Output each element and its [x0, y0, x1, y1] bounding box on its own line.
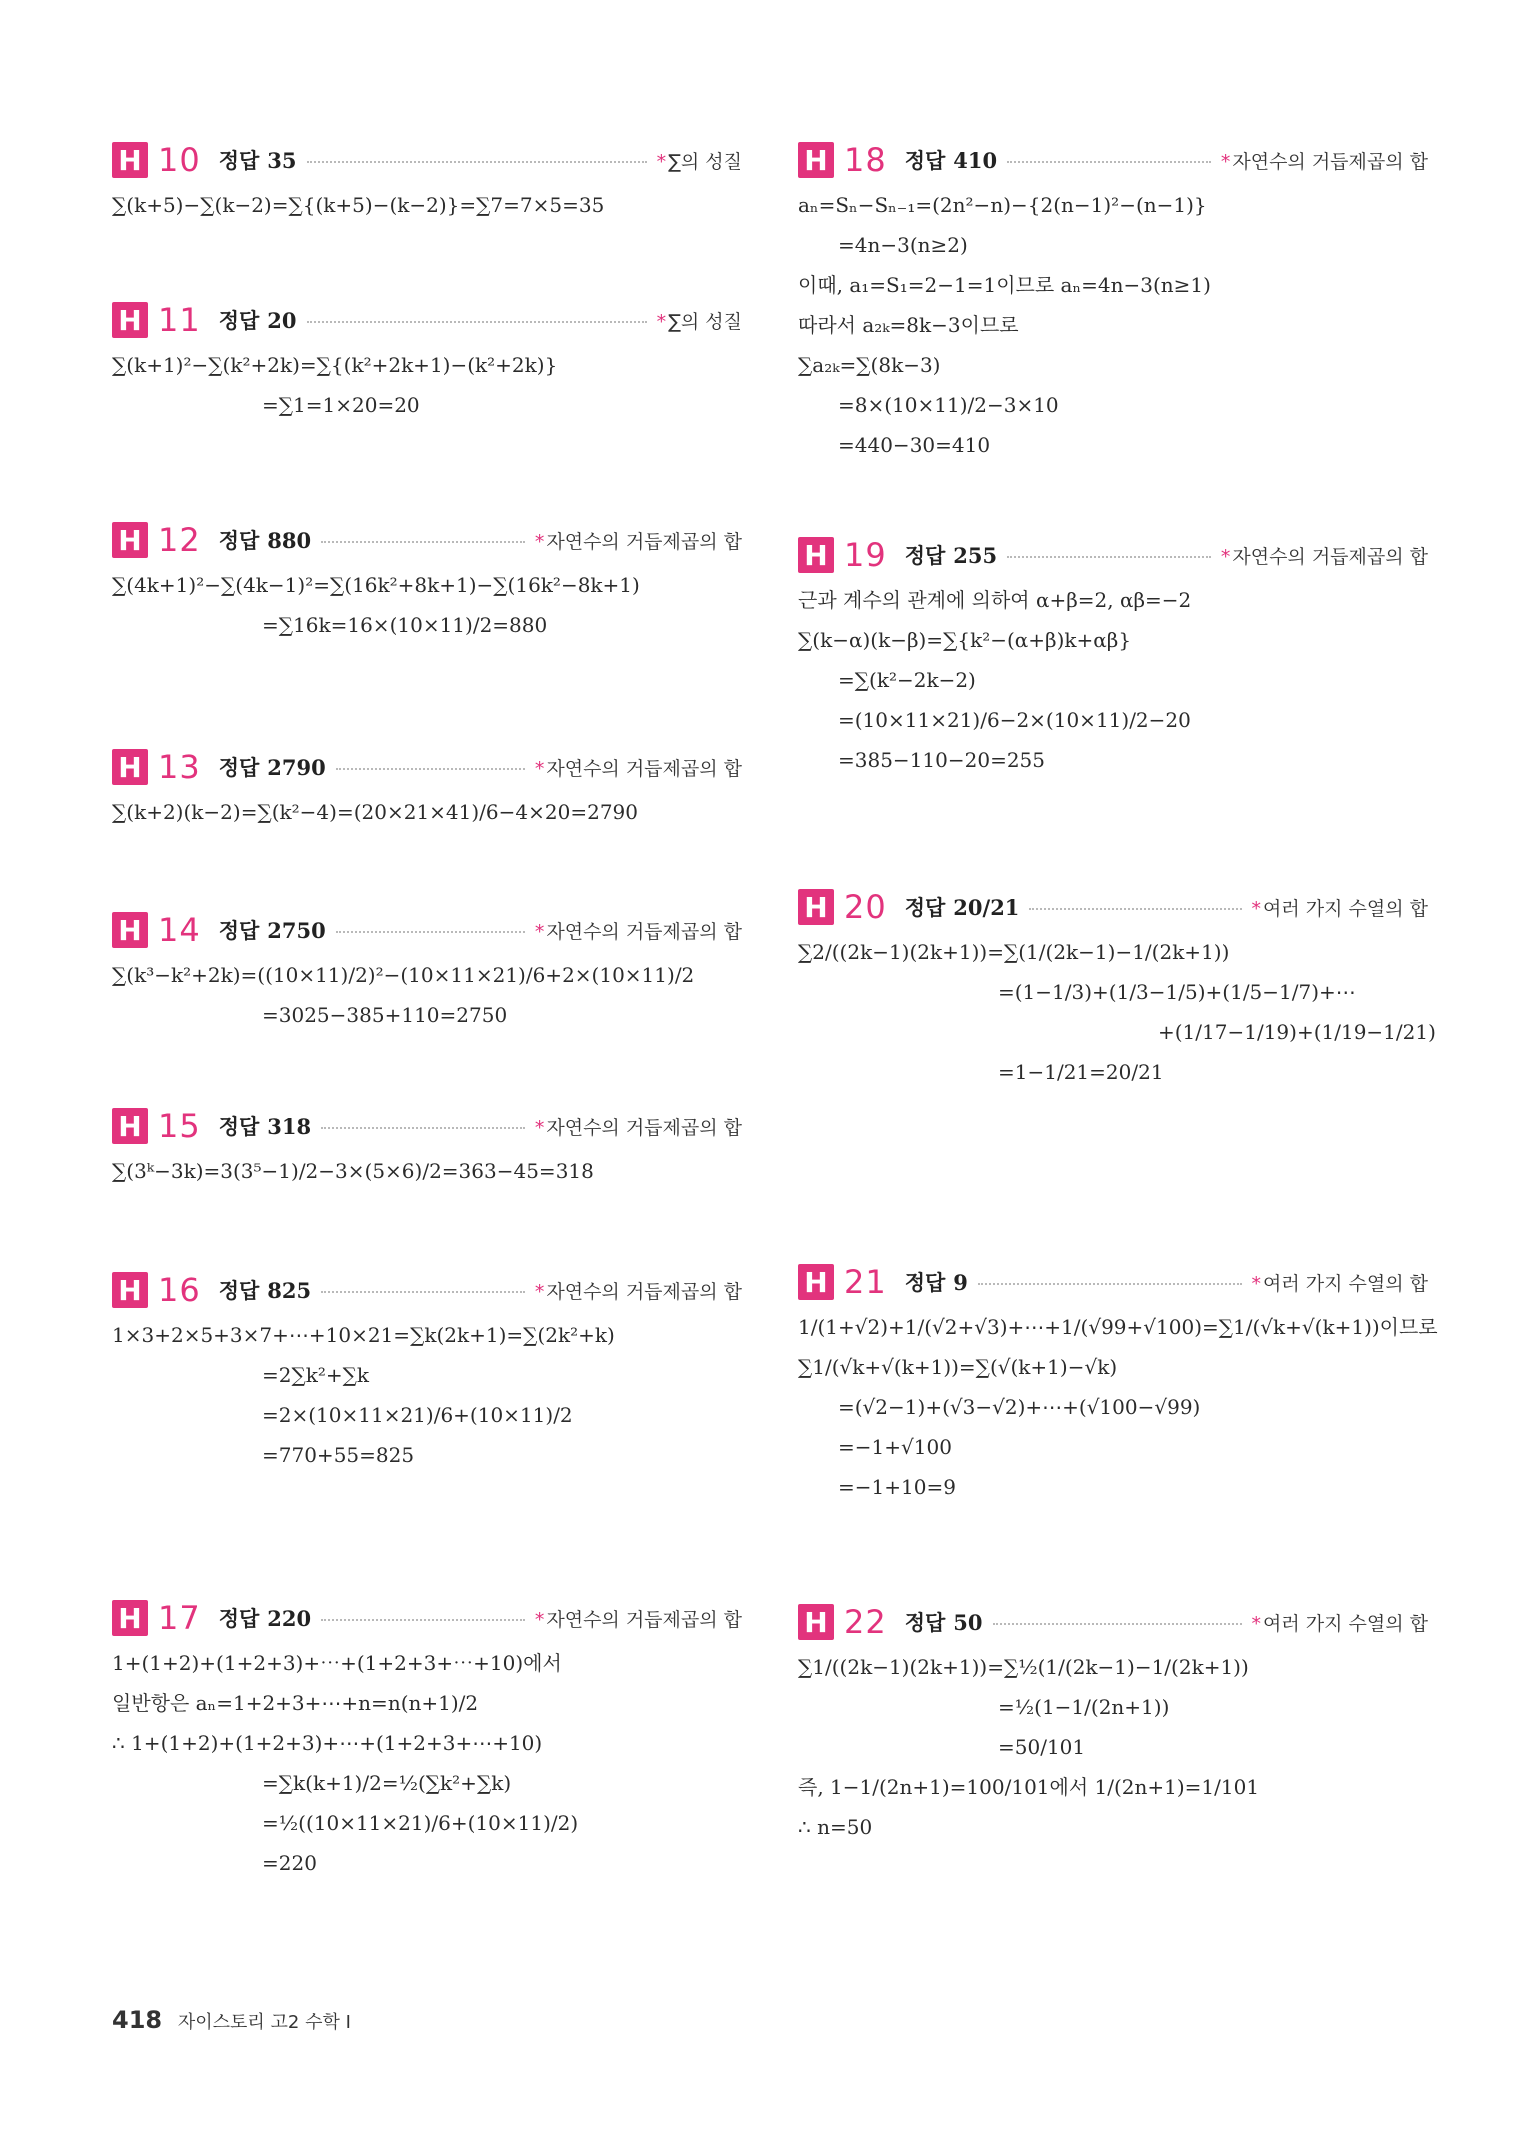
answer-label: 정답: [218, 1279, 260, 1303]
difficulty-badge: H: [798, 1604, 834, 1640]
star-icon: *: [656, 150, 667, 173]
page-footer: [112, 2006, 351, 2034]
solution-line: ∑(k+5)−∑(k−2)=∑{(k+5)−(k−2)}=∑7=7×5=35: [112, 193, 605, 217]
problem-number: 19: [844, 536, 887, 574]
solution-line: =∑16k=16×(10×11)/2=880: [262, 613, 548, 637]
solution-line: =−1+√100: [838, 1435, 952, 1459]
answer: [905, 1267, 968, 1297]
topic-tag: [1252, 1609, 1428, 1636]
solution-line: 일반항은 aₙ=1+2+3+⋯+n=n(n+1)/2: [112, 1691, 479, 1715]
problem-14: [112, 910, 742, 1042]
problem-header: [112, 910, 742, 950]
solution-line: ∑(4k+1)²−∑(4k−1)²=∑(16k²+8k+1)−∑(16k²−8k+1): [112, 573, 640, 597]
solution-line: +(1/17−1/19)+(1/19−1/21): [1158, 1020, 1436, 1044]
problem-header: [798, 140, 1428, 180]
problem-number: 13: [158, 748, 201, 786]
answer-value: 2750: [267, 918, 326, 943]
solution-line: =(10×11×21)/6−2×(10×11)/2−20: [838, 708, 1191, 732]
difficulty-badge: H: [112, 302, 148, 338]
solution-line: =8×(10×11)/2−3×10: [838, 393, 1059, 417]
topic-tag: [1221, 147, 1428, 174]
solution-line: ∴ 1+(1+2)+(1+2+3)+⋯+(1+2+3+⋯+10): [112, 1731, 543, 1755]
answer-label: 정답: [218, 529, 260, 553]
solution-line: =∑(k²−2k−2): [838, 668, 976, 692]
problem-header: [112, 520, 742, 560]
problem-number: 17: [158, 1599, 201, 1637]
answer-value: 255: [953, 543, 998, 568]
answer: [219, 915, 326, 945]
solution-body: [798, 1314, 1438, 1500]
solution-line: ∑(k³−k²+2k)=((10×11)/2)²−(10×11×21)/6+2×(10×11)/2: [112, 963, 695, 987]
problem-number: 15: [158, 1107, 201, 1145]
answer: [219, 1111, 311, 1141]
leader-dots: [1007, 161, 1211, 163]
answer-value: 9: [953, 1270, 968, 1295]
solution-line: ∑(3ᵏ−3k)=3(3⁵−1)/2−3×(5×6)/2=363−45=318: [112, 1159, 594, 1183]
solution-body: [112, 192, 742, 218]
problem-17: [112, 1598, 742, 1890]
topic-tag: [1221, 542, 1428, 569]
answer-label: 정답: [218, 919, 260, 943]
solution-line: =(1−1/3)+(1/3−1/5)+(1/5−1/7)+⋯: [998, 980, 1356, 1004]
solution-line: =440−30=410: [838, 433, 991, 457]
answer: [905, 892, 1020, 922]
solution-body: [112, 572, 742, 638]
answer: [905, 145, 997, 175]
solution-line: ∑(k−α)(k−β)=∑{k²−(α+β)k+αβ}: [798, 628, 1132, 652]
problem-13: [112, 747, 742, 839]
solution-line: ∑(k+1)²−∑(k²+2k)=∑{(k²+2k+1)−(k²+2k)}: [112, 353, 558, 377]
problem-header: [112, 300, 742, 340]
leader-dots: [321, 541, 525, 543]
solution-line: 1×3+2×5+3×7+⋯+10×21=∑k(2k+1)=∑(2k²+k): [112, 1323, 615, 1347]
leader-dots: [307, 161, 647, 163]
difficulty-badge: H: [112, 142, 148, 178]
problem-10: [112, 140, 742, 232]
topic-tag-text: ∑의 성질: [668, 150, 742, 173]
answer-label: 정답: [904, 544, 946, 568]
topic-tag: [535, 1605, 742, 1632]
problem-header: [112, 1106, 742, 1146]
answer-value: 220: [267, 1606, 312, 1631]
topic-tag: [535, 754, 742, 781]
topic-tag: [535, 1277, 742, 1304]
answer-value: 825: [267, 1278, 312, 1303]
problem-16: [112, 1270, 742, 1482]
star-icon: *: [534, 1608, 545, 1631]
solution-line: 근과 계수의 관계에 의하여 α+β=2, αβ=−2: [798, 588, 1192, 612]
solution-body: [112, 799, 742, 825]
star-icon: *: [656, 310, 667, 333]
problem-21: [798, 1262, 1438, 1514]
difficulty-badge: H: [798, 889, 834, 925]
topic-tag-text: 자연수의 거듭제곱의 합: [546, 1280, 742, 1303]
answer: [219, 752, 326, 782]
answer: [219, 145, 297, 175]
solution-line: 따라서 a₂ₖ=8k−3이므로: [798, 313, 1019, 337]
star-icon: *: [534, 920, 545, 943]
solution-line: =770+55=825: [262, 1443, 415, 1467]
solution-line: 1/(1+√2)+1/(√2+√3)+⋯+1/(√99+√100)=∑1/(√k+√(k+1))이므로: [798, 1315, 1438, 1339]
solution-body: [112, 1158, 742, 1184]
answer-label: 정답: [218, 149, 260, 173]
solution-line: =3025−385+110=2750: [262, 1003, 508, 1027]
problem-11: [112, 300, 742, 432]
problem-header: [798, 1262, 1428, 1302]
problem-number: 22: [844, 1603, 887, 1641]
leader-dots: [336, 931, 525, 933]
solution-line: ∑(k+2)(k−2)=∑(k²−4)=(20×21×41)/6−4×20=2790: [112, 800, 638, 824]
topic-tag: [657, 147, 742, 174]
difficulty-badge: H: [112, 912, 148, 948]
solution-line: =−1+10=9: [838, 1475, 956, 1499]
leader-dots: [978, 1283, 1242, 1285]
leader-dots: [1007, 556, 1211, 558]
star-icon: *: [1220, 545, 1231, 568]
difficulty-badge: H: [112, 1272, 148, 1308]
problem-number: 20: [844, 888, 887, 926]
page-number: 418: [112, 2006, 163, 2034]
solution-line: =50/101: [998, 1735, 1086, 1759]
problem-header: [798, 535, 1428, 575]
solution-body: [798, 1654, 1428, 1840]
star-icon: *: [1220, 150, 1231, 173]
answer-value: 410: [953, 148, 998, 173]
solution-line: =2∑k²+∑k: [262, 1363, 370, 1387]
leader-dots: [321, 1127, 525, 1129]
solution-line: ∴ n=50: [798, 1815, 873, 1839]
topic-tag-text: 자연수의 거듭제곱의 합: [546, 530, 742, 553]
problem-18: [798, 140, 1428, 472]
problem-15: [112, 1106, 742, 1198]
topic-tag-text: 여러 가지 수열의 합: [1263, 1612, 1428, 1635]
star-icon: *: [1251, 1272, 1262, 1295]
difficulty-badge: H: [798, 537, 834, 573]
difficulty-badge: H: [112, 522, 148, 558]
answer-label: 정답: [904, 1271, 946, 1295]
problem-20: [798, 887, 1436, 1099]
problem-19: [798, 535, 1428, 787]
solution-line: =∑k(k+1)/2=½(∑k²+∑k): [262, 1771, 512, 1795]
difficulty-badge: H: [798, 142, 834, 178]
solution-body: [112, 352, 742, 418]
problem-number: 11: [158, 301, 201, 339]
answer-label: 정답: [218, 309, 260, 333]
leader-dots: [321, 1619, 525, 1621]
star-icon: *: [534, 757, 545, 780]
solution-line: =385−110−20=255: [838, 748, 1046, 772]
problem-number: 16: [158, 1271, 201, 1309]
problem-number: 14: [158, 911, 201, 949]
topic-tag: [657, 307, 742, 334]
topic-tag-text: 자연수의 거듭제곱의 합: [546, 1608, 742, 1631]
topic-tag: [535, 527, 742, 554]
topic-tag: [535, 1113, 742, 1140]
solution-body: [798, 939, 1436, 1085]
solution-line: ∑a₂ₖ=∑(8k−3): [798, 353, 941, 377]
topic-tag-text: ∑의 성질: [668, 310, 742, 333]
answer-value: 318: [267, 1114, 312, 1139]
problem-22: [798, 1602, 1428, 1854]
topic-tag-text: 자연수의 거듭제곱의 합: [546, 920, 742, 943]
problem-header: [112, 1598, 742, 1638]
answer-label: 정답: [218, 1115, 260, 1139]
leader-dots: [321, 1291, 525, 1293]
solution-line: =½((10×11×21)/6+(10×11)/2): [262, 1811, 579, 1835]
topic-tag-text: 자연수의 거듭제곱의 합: [546, 1116, 742, 1139]
problem-number: 21: [844, 1263, 887, 1301]
answer-label: 정답: [904, 149, 946, 173]
answer-label: 정답: [904, 896, 946, 920]
solution-line: =4n−3(n≥2): [838, 233, 968, 257]
solution-line: =2×(10×11×21)/6+(10×11)/2: [262, 1403, 573, 1427]
topic-tag: [535, 917, 742, 944]
answer: [219, 525, 311, 555]
answer-label: 정답: [904, 1611, 946, 1635]
difficulty-badge: H: [112, 1108, 148, 1144]
answer-value: 35: [267, 148, 297, 173]
answer-value: 880: [267, 528, 312, 553]
solution-line: aₙ=Sₙ−Sₙ₋₁=(2n²−n)−{2(n−1)²−(n−1)}: [798, 193, 1207, 217]
topic-tag-text: 자연수의 거듭제곱의 합: [1232, 150, 1428, 173]
solution-line: =∑1=1×20=20: [262, 393, 420, 417]
answer: [219, 1275, 311, 1305]
leader-dots: [336, 768, 525, 770]
leader-dots: [993, 1623, 1242, 1625]
answer-value: 20: [267, 308, 297, 333]
problem-header: [112, 140, 742, 180]
topic-tag-text: 자연수의 거듭제곱의 합: [1232, 545, 1428, 568]
leader-dots: [1029, 908, 1241, 910]
answer-value: 20/21: [953, 895, 1020, 920]
answer-label: 정답: [218, 1607, 260, 1631]
topic-tag: [1252, 894, 1428, 921]
solution-body: [798, 587, 1428, 773]
solution-line: ∑1/((2k−1)(2k+1))=∑½(1/(2k−1)−1/(2k+1)): [798, 1655, 1249, 1679]
answer: [219, 305, 297, 335]
problem-header: [112, 1270, 742, 1310]
leader-dots: [307, 321, 647, 323]
problem-number: 10: [158, 141, 201, 179]
problem-header: [798, 1602, 1428, 1642]
difficulty-badge: H: [112, 1600, 148, 1636]
answer: [219, 1603, 311, 1633]
star-icon: *: [534, 1280, 545, 1303]
solution-body: [112, 1650, 742, 1876]
topic-tag-text: 여러 가지 수열의 합: [1263, 897, 1428, 920]
topic-tag-text: 여러 가지 수열의 합: [1263, 1272, 1428, 1295]
problem-number: 12: [158, 521, 201, 559]
solution-line: =1−1/21=20/21: [998, 1060, 1164, 1084]
topic-tag-text: 자연수의 거듭제곱의 합: [546, 757, 742, 780]
solution-line: 1+(1+2)+(1+2+3)+⋯+(1+2+3+⋯+10)에서: [112, 1651, 562, 1675]
solution-line: =½(1−1/(2n+1)): [998, 1695, 1170, 1719]
star-icon: *: [534, 1116, 545, 1139]
star-icon: *: [1251, 1612, 1262, 1635]
solution-line: =220: [262, 1851, 317, 1875]
solution-line: =(√2−1)+(√3−√2)+⋯+(√100−√99): [838, 1395, 1201, 1419]
solution-line: 이때, a₁=S₁=2−1=1이므로 aₙ=4n−3(n≥1): [798, 273, 1211, 297]
solution-line: 즉, 1−1/(2n+1)=100/101에서 1/(2n+1)=1/101: [798, 1775, 1260, 1799]
solution-line: ∑1/(√k+√(k+1))=∑(√(k+1)−√k): [798, 1355, 1118, 1379]
star-icon: *: [534, 530, 545, 553]
problem-header: [798, 887, 1428, 927]
answer: [905, 540, 997, 570]
difficulty-badge: H: [112, 749, 148, 785]
solution-body: [112, 1322, 742, 1468]
problem-12: [112, 520, 742, 652]
answer-value: 2790: [267, 755, 326, 780]
difficulty-badge: H: [798, 1264, 834, 1300]
star-icon: *: [1251, 897, 1262, 920]
book-title: 자이스토리 고2 수학 I: [177, 2012, 351, 2033]
answer-label: 정답: [218, 756, 260, 780]
problem-header: [112, 747, 742, 787]
problem-number: 18: [844, 141, 887, 179]
topic-tag: [1252, 1269, 1428, 1296]
solution-body: [798, 192, 1428, 458]
answer: [905, 1607, 983, 1637]
solution-line: ∑2/((2k−1)(2k+1))=∑(1/(2k−1)−1/(2k+1)): [798, 940, 1230, 964]
solution-body: [112, 962, 742, 1028]
answer-value: 50: [953, 1610, 983, 1635]
